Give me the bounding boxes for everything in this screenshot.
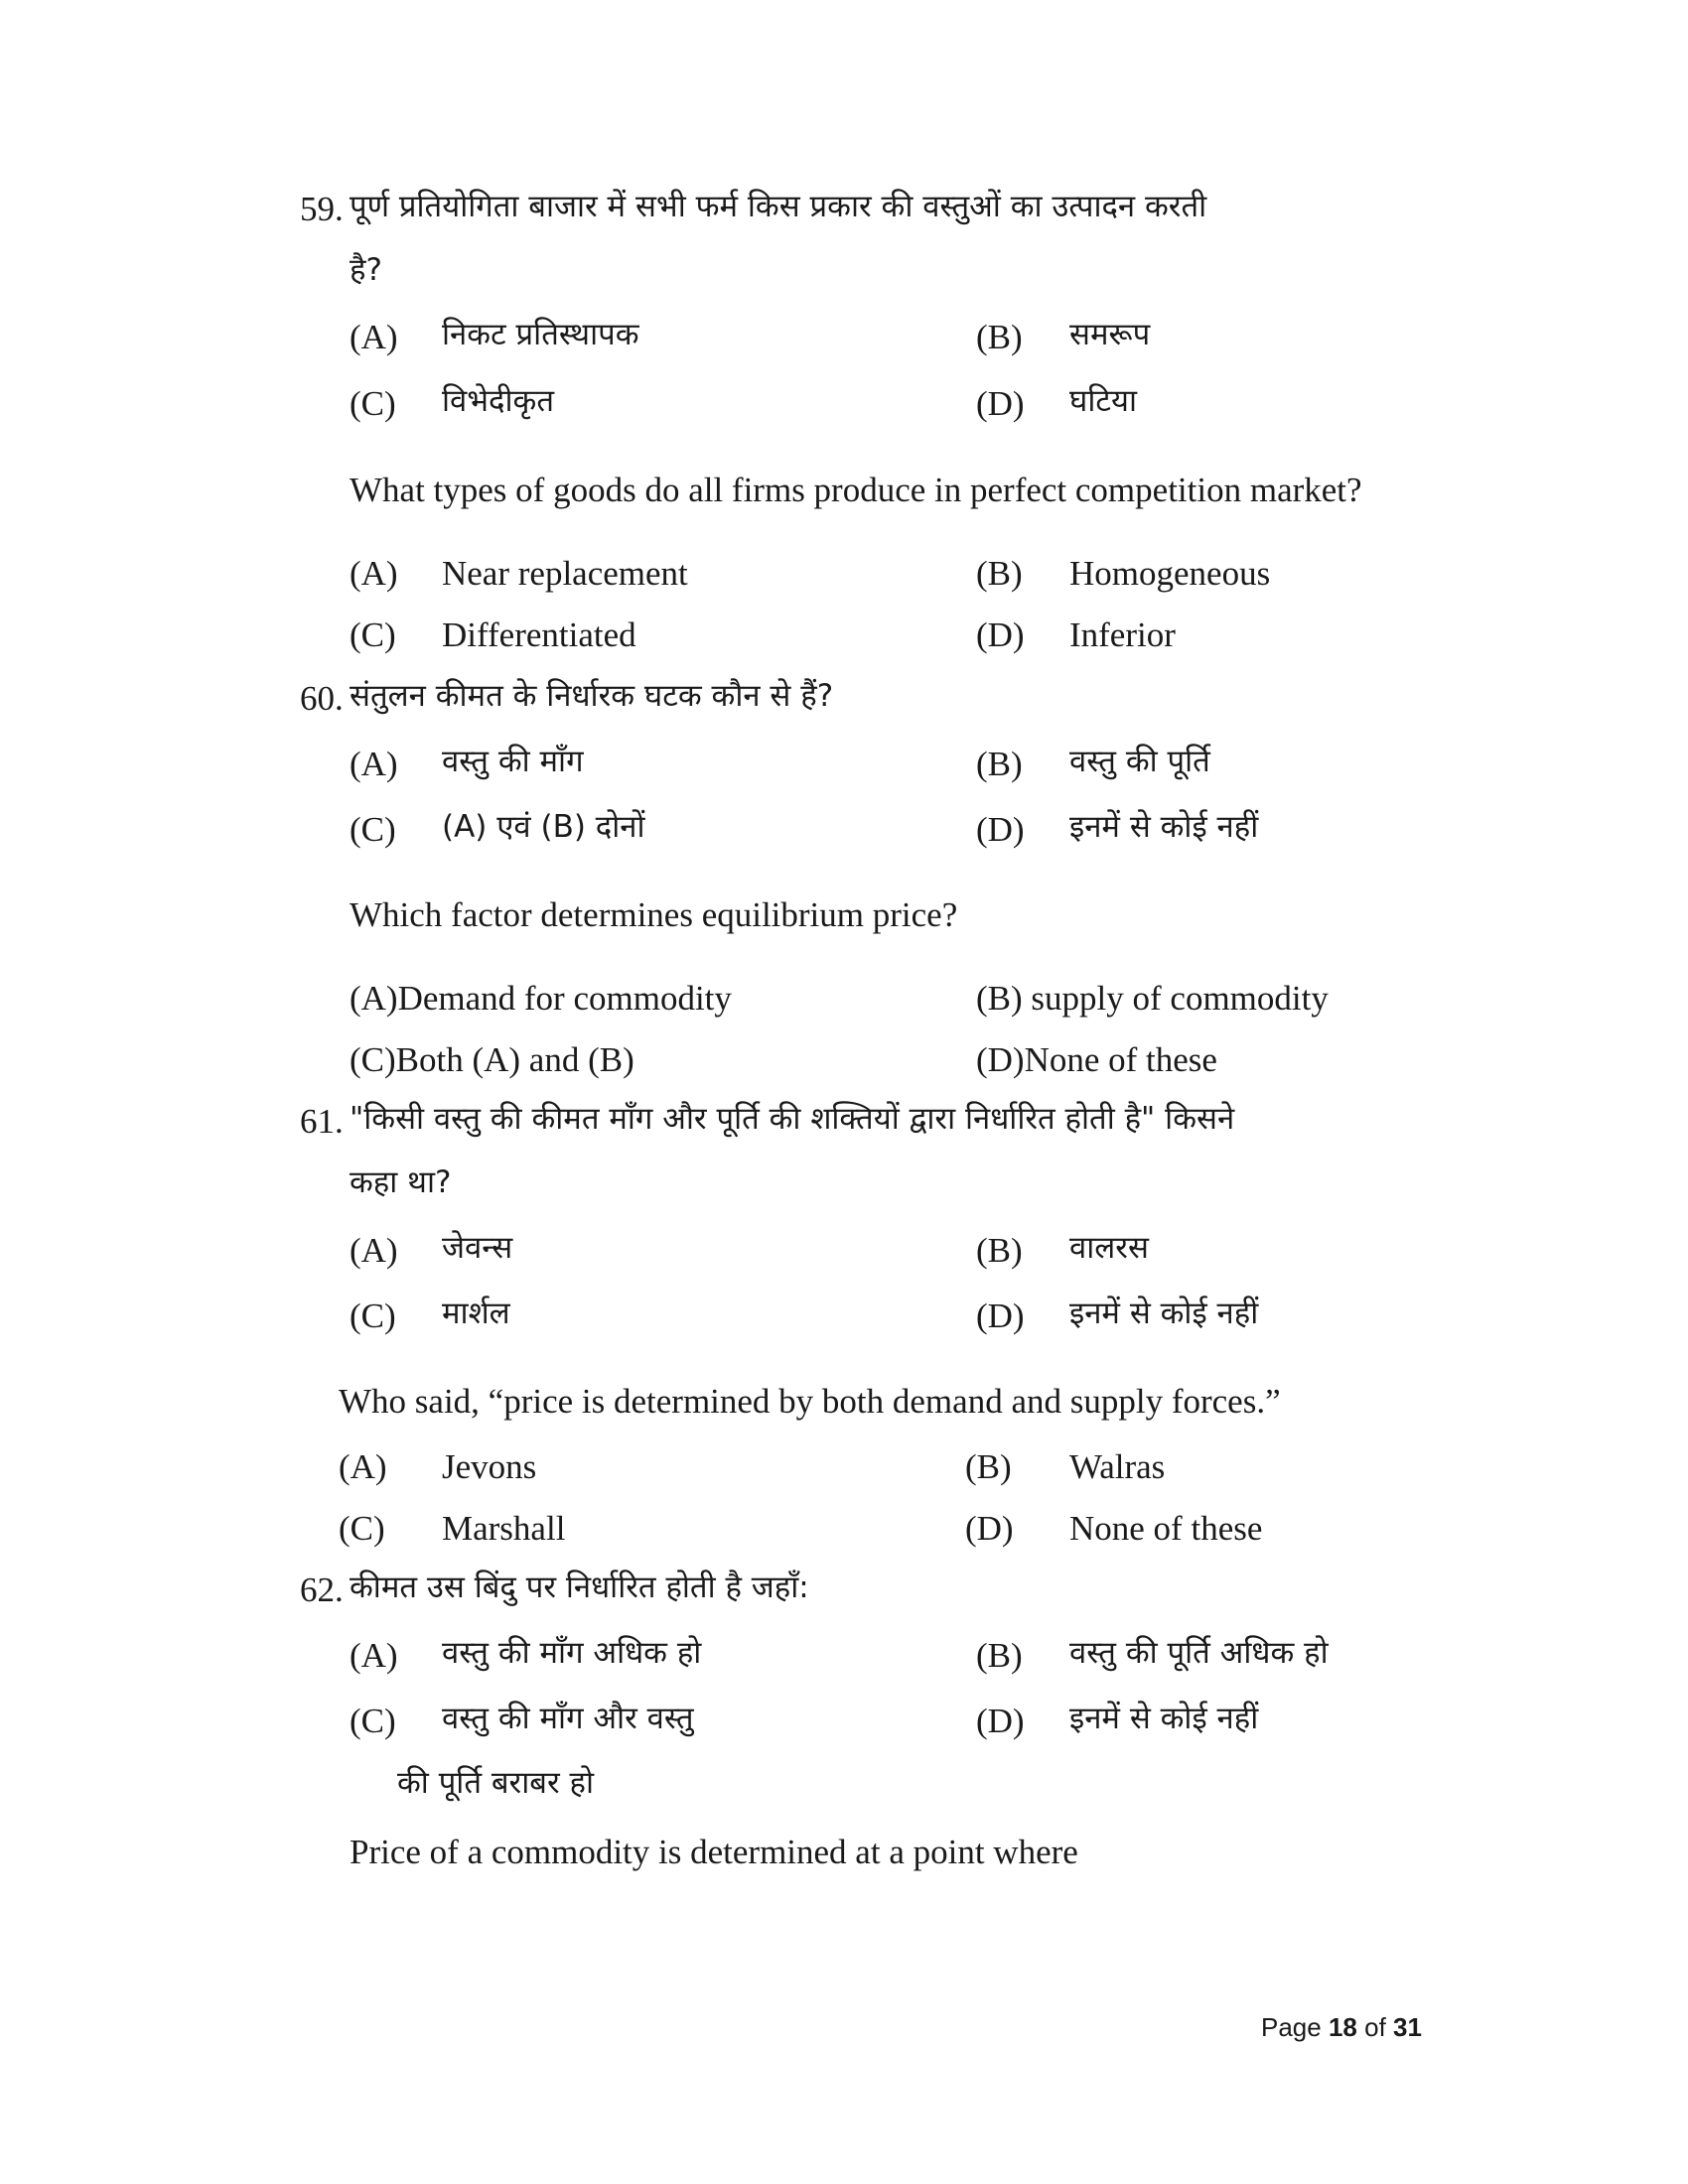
q59-en-option-b-text: Homogeneous bbox=[1069, 554, 1271, 593]
footer-page-word: Page bbox=[1261, 2012, 1322, 2042]
q60-en-option-a: (A)Demand for commodity bbox=[350, 979, 732, 1018]
q61-en-option-c-letter: (C) bbox=[339, 1509, 385, 1548]
footer-current-page: 18 bbox=[1328, 2012, 1357, 2042]
q62-hi-option-a-letter: (A) bbox=[350, 1636, 398, 1675]
q59-hi-option-d-letter: (D) bbox=[976, 384, 1025, 423]
q59-hi-option-c-text: विभेदीकृत bbox=[442, 383, 555, 419]
q59-hi-option-b-text: समरूप bbox=[1069, 317, 1151, 352]
q59-en-option-d-letter: (D) bbox=[976, 615, 1025, 654]
q61-hindi-question-line2: कहा था? bbox=[350, 1164, 452, 1200]
q60-hindi-question: संतुलन कीमत के निर्धारक घटक कौन से हैं? bbox=[350, 678, 834, 714]
q60-hi-option-d-text: इनमें से कोई नहीं bbox=[1069, 809, 1259, 845]
q61-hi-option-a-text: जेवन्स bbox=[442, 1230, 513, 1266]
q62-hi-option-c-text: वस्तु की माँग और वस्तु bbox=[442, 1701, 694, 1736]
q62-hi-option-d-text: इनमें से कोई नहीं bbox=[1069, 1701, 1259, 1736]
q59-hi-option-c-letter: (C) bbox=[350, 384, 396, 423]
q60-hi-option-a-letter: (A) bbox=[350, 745, 398, 783]
q61-hi-option-b-letter: (B) bbox=[976, 1231, 1023, 1270]
q59-number: 59. bbox=[300, 190, 344, 228]
q59-hindi-question-line1: पूर्ण प्रतियोगिता बाजार में सभी फर्म किस प्रकार की वस्तुओं का उत्पादन करती bbox=[350, 189, 1207, 224]
q62-hi-option-b-letter: (B) bbox=[976, 1636, 1023, 1675]
q59-english-question: What types of goods do all firms produce in perfect competition market? bbox=[350, 471, 1362, 509]
q59-hi-option-b-letter: (B) bbox=[976, 318, 1023, 356]
q59-en-option-a-letter: (A) bbox=[350, 554, 398, 593]
q59-en-option-c-text: Differentiated bbox=[442, 615, 636, 654]
q61-en-option-b-letter: (B) bbox=[965, 1447, 1012, 1486]
q61-hi-option-d-text: इनमें से कोई नहीं bbox=[1069, 1296, 1259, 1331]
q59-en-option-a-text: Near replacement bbox=[442, 554, 688, 593]
q60-hi-option-c-text: (A) एवं (B) दोनों bbox=[442, 809, 645, 845]
q62-hi-option-d-letter: (D) bbox=[976, 1702, 1025, 1740]
footer-total-pages: 31 bbox=[1393, 2012, 1422, 2042]
q59-en-option-d-text: Inferior bbox=[1069, 615, 1176, 654]
q61-en-option-d-letter: (D) bbox=[965, 1509, 1014, 1548]
q61-hindi-question-line1: "किसी वस्तु की कीमत माँग और पूर्ति की शक्तियों द्वारा निर्धारित होती है" किसने bbox=[350, 1101, 1235, 1137]
q59-hi-option-a-text: निकट प्रतिस्थापक bbox=[442, 317, 639, 352]
q60-number: 60. bbox=[300, 679, 344, 718]
q60-hi-option-c-letter: (C) bbox=[350, 810, 396, 849]
q60-english-question: Which factor determines equilibrium price? bbox=[350, 895, 958, 934]
q59-hi-option-d-text: घटिया bbox=[1069, 383, 1137, 419]
q59-en-option-b-letter: (B) bbox=[976, 554, 1023, 593]
q61-hi-option-b-text: वालरस bbox=[1069, 1230, 1149, 1266]
q61-number: 61. bbox=[300, 1102, 344, 1141]
q61-en-option-c-text: Marshall bbox=[442, 1509, 566, 1548]
q61-en-option-a-text: Jevons bbox=[442, 1447, 537, 1486]
q61-hi-option-a-letter: (A) bbox=[350, 1231, 398, 1270]
q61-hi-option-c-text: मार्शल bbox=[442, 1296, 510, 1331]
q61-en-option-d-text: None of these bbox=[1069, 1509, 1263, 1548]
q62-hindi-question: कीमत उस बिंदु पर निर्धारित होती है जहाँ: bbox=[350, 1570, 809, 1605]
footer-of-word: of bbox=[1364, 2012, 1386, 2042]
q60-hi-option-b-letter: (B) bbox=[976, 745, 1023, 783]
q59-hindi-question-line2: है? bbox=[350, 252, 382, 288]
q60-en-option-b: (B) supply of commodity bbox=[976, 979, 1329, 1018]
q62-hi-option-b-text: वस्तु की पूर्ति अधिक हो bbox=[1069, 1635, 1329, 1671]
q62-number: 62. bbox=[300, 1570, 344, 1609]
q60-hi-option-a-text: वस्तु की माँग bbox=[442, 744, 584, 779]
q61-hi-option-d-letter: (D) bbox=[976, 1297, 1025, 1335]
q62-english-question: Price of a commodity is determined at a point where bbox=[350, 1833, 1078, 1871]
q59-hi-option-a-letter: (A) bbox=[350, 318, 398, 356]
q59-en-option-c-letter: (C) bbox=[350, 615, 396, 654]
page-number-footer bbox=[1261, 2012, 1422, 2043]
q60-hi-option-b-text: वस्तु की पूर्ति bbox=[1069, 744, 1210, 779]
q62-hi-option-c-letter: (C) bbox=[350, 1702, 396, 1740]
q61-hi-option-c-letter: (C) bbox=[350, 1297, 396, 1335]
q62-hi-option-a-text: वस्तु की माँग अधिक हो bbox=[442, 1635, 702, 1671]
q62-hi-option-c-continuation: की पूर्ति बराबर हो bbox=[397, 1765, 594, 1801]
q61-en-option-b-text: Walras bbox=[1069, 1447, 1166, 1486]
q61-en-option-a-letter: (A) bbox=[339, 1447, 387, 1486]
q60-en-option-c: (C)Both (A) and (B) bbox=[350, 1040, 634, 1079]
q60-en-option-d: (D)None of these bbox=[976, 1040, 1217, 1079]
q60-hi-option-d-letter: (D) bbox=[976, 810, 1025, 849]
q61-english-question: Who said, “price is determined by both demand and supply forces.” bbox=[339, 1382, 1281, 1421]
